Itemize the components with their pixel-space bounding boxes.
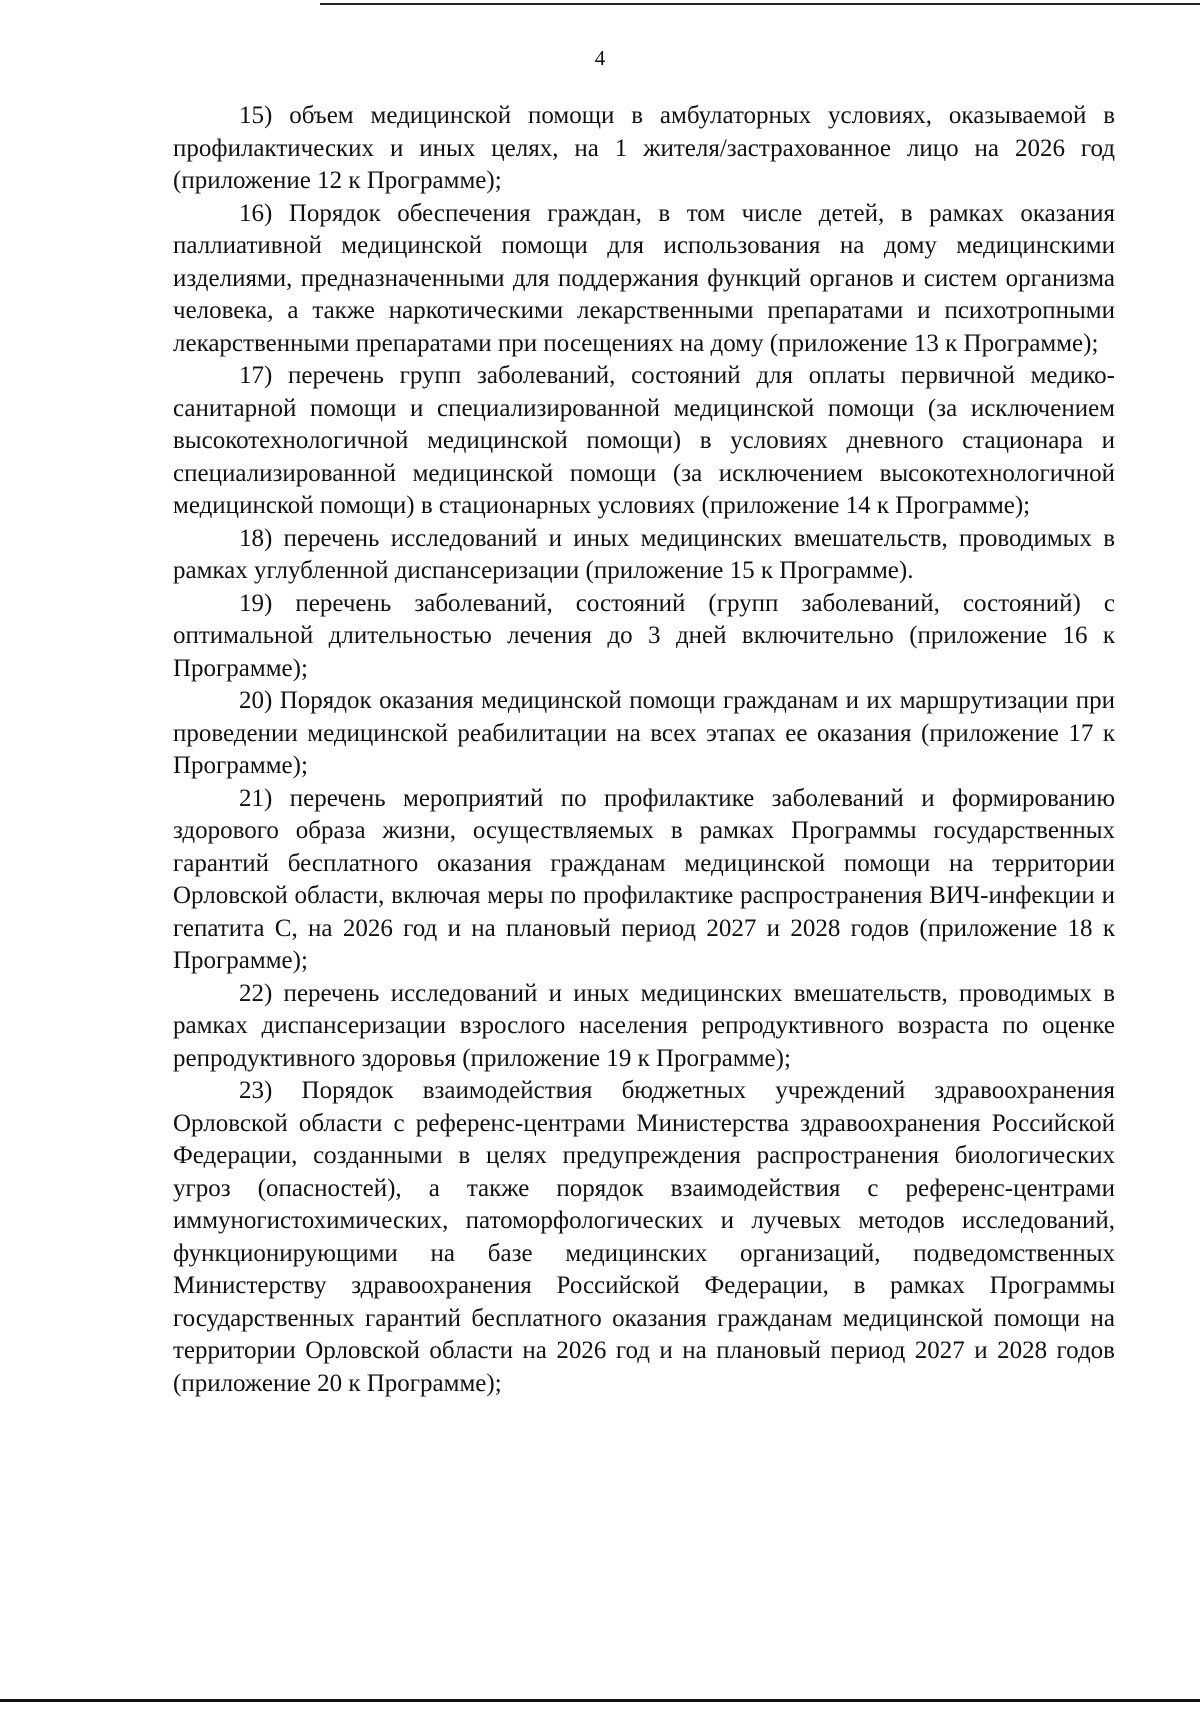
list-item-21: 21) перечень мероприятий по профилактике заболеваний и формированию здорового образа жизни, осуществляемых в рамках Программы государственных гарантий бесплатного оказания гражданам медицинской помощи на территории Орловской области, включая меры по профилактике распространения ВИЧ-инфекции и гепатита С, на 2026 год и на плановый период 2027 и 2028 годов (приложение 18 к Программе);: [173, 784, 1115, 974]
list-item-22: 22) перечень исследований и иных медицинских вмешательств, проводимых в рамках диспансеризации взрослого населения репродуктивного возраста по оценке репродуктивного здоровья (приложение 19 к Программе);: [173, 979, 1115, 1072]
list-item-20: 20) Порядок оказания медицинской помощи гражданам и их маршрутизации при проведении медицинской реабилитации на всех этапах ее оказания (приложение 17 к Программе);: [173, 687, 1115, 779]
list-item-23: 23) Порядок взаимодействия бюджетных учреждений здравоохранения Орловской области с референс-центрами Министерства здравоохранения Российской Федерации, созданными в целях предупреждения распространения биологических угроз (опасностей), а также порядок взаимодействия с референс-центрами иммуногистохимических, патоморфологических и лучевых методов исследований, функционирующими на базе медицинских организаций, подведомственных Министерству здравоохранения Российской Федерации, в рамках Программы государственных гарантий бесплатного оказания гражданам медицинской помощи на территории Орловской области на 2026 год и на плановый период 2027 и 2028 годов (приложение 20 к Программе);: [173, 1077, 1115, 1397]
list-item-19: 19) перечень заболеваний, состояний (групп заболеваний, состояний) с оптимальной длительностью лечения до 3 дней включительно (приложение 16 к Программе);: [173, 589, 1115, 682]
list-item-16: 16) Порядок обеспечения граждан, в том числе детей, в рамках оказания паллиативной медицинской помощи для использования на дому медицинскими изделиями, предназначенными для поддержания функций органов и систем организма человека, а также наркотическими лекарственными препаратами и психотропными лекарственными препаратами при посещениях на дому (приложение 13 к Программе);: [173, 199, 1115, 357]
list-item-17: 17) перечень групп заболеваний, состояний для оплаты первичной медико-санитарной помощи и специализированной медицинской помощи (за исключением высокотехнологичной медицинской помощи) в условиях дневного стационара и специализированной медицинской помощи (за исключением высокотехнологичной медицинской помощи) в стационарных условиях (приложение 14 к Программе);: [173, 362, 1115, 519]
top-rule: [320, 3, 1200, 5]
bottom-rule: [0, 1699, 1200, 1702]
page-number: 4: [594, 46, 606, 70]
list-item-18: 18) перечень исследований и иных медицинских вмешательств, проводимых в рамках углубленной диспансеризации (приложение 15 к Программе).: [173, 524, 1115, 584]
document-body: [173, 100, 1115, 1400]
list-item-15: 15) объем медицинской помощи в амбулаторных условиях, оказываемой в профилактических и иных целях, на 1 жителя/застрахованное лицо на 2026 год (приложение 12 к Программе);: [173, 102, 1115, 194]
